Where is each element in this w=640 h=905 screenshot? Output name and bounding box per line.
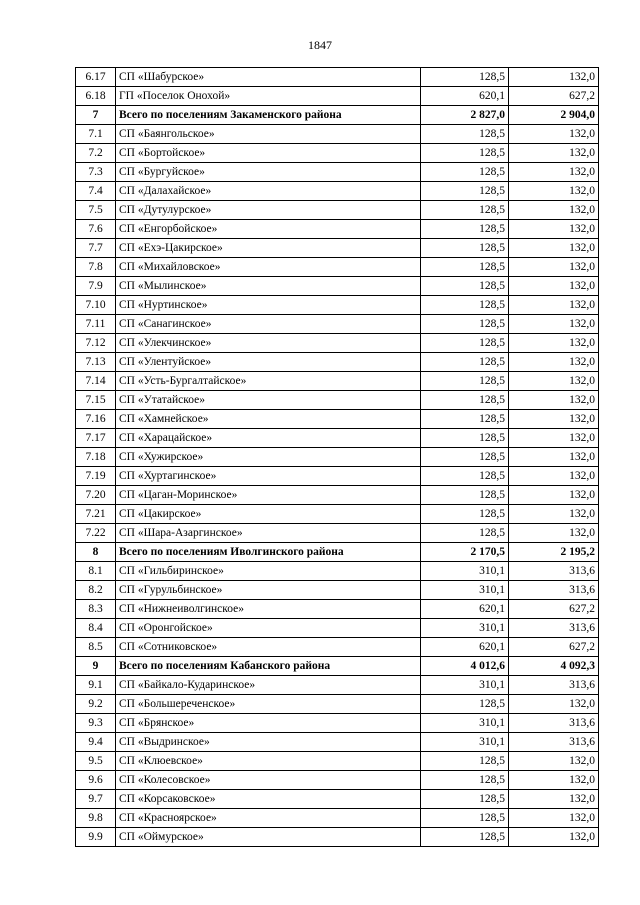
settlement-name: СП «Бургуйское» [116, 163, 421, 182]
table-row-total [76, 657, 599, 676]
value-year-2: 132,0 [509, 429, 599, 448]
table-row [76, 125, 599, 144]
value-year-2: 132,0 [509, 277, 599, 296]
value-year-1: 128,5 [421, 334, 509, 353]
value-year-1: 128,5 [421, 391, 509, 410]
table-row [76, 334, 599, 353]
value-year-1: 128,5 [421, 220, 509, 239]
value-year-2: 132,0 [509, 201, 599, 220]
table-row [76, 505, 599, 524]
row-number: 7.20 [76, 486, 116, 505]
row-number: 7.15 [76, 391, 116, 410]
value-year-2: 132,0 [509, 467, 599, 486]
value-year-1: 128,5 [421, 125, 509, 144]
value-year-2: 132,0 [509, 182, 599, 201]
settlement-name: СП «Гильбиринское» [116, 562, 421, 581]
value-year-2: 132,0 [509, 771, 599, 790]
value-year-1: 310,1 [421, 581, 509, 600]
table-row [76, 277, 599, 296]
table-body [76, 68, 599, 847]
table-row [76, 524, 599, 543]
settlement-name: СП «Корсаковское» [116, 790, 421, 809]
table-row [76, 239, 599, 258]
table-row-total [76, 543, 599, 562]
table-row [76, 391, 599, 410]
table-row [76, 372, 599, 391]
value-year-1: 128,5 [421, 201, 509, 220]
value-year-2: 132,0 [509, 828, 599, 847]
table-row [76, 182, 599, 201]
settlement-name: СП «Нижнеиволгинское» [116, 600, 421, 619]
settlement-name: ГП «Поселок Онохой» [116, 87, 421, 106]
value-year-2: 132,0 [509, 752, 599, 771]
settlement-name: СП «Красноярское» [116, 809, 421, 828]
value-year-1: 310,1 [421, 733, 509, 752]
row-number: 9.3 [76, 714, 116, 733]
settlement-name: СП «Шара-Азаргинское» [116, 524, 421, 543]
value-year-1: 128,5 [421, 505, 509, 524]
value-year-2: 313,6 [509, 619, 599, 638]
settlement-name: СП «Мылинское» [116, 277, 421, 296]
settlement-name: СП «Оймурское» [116, 828, 421, 847]
value-year-2: 2 195,2 [509, 543, 599, 562]
value-year-2: 132,0 [509, 68, 599, 87]
table-row [76, 68, 599, 87]
row-number: 8.4 [76, 619, 116, 638]
table-row [76, 296, 599, 315]
row-number: 7.10 [76, 296, 116, 315]
settlement-name: СП «Оронгойское» [116, 619, 421, 638]
value-year-1: 620,1 [421, 638, 509, 657]
settlement-name: СП «Санагинское» [116, 315, 421, 334]
row-number: 8.5 [76, 638, 116, 657]
table-row [76, 676, 599, 695]
value-year-1: 128,5 [421, 486, 509, 505]
row-number: 6.17 [76, 68, 116, 87]
value-year-1: 2 827,0 [421, 106, 509, 125]
settlement-name: СП «Брянское» [116, 714, 421, 733]
row-number: 7.22 [76, 524, 116, 543]
value-year-2: 313,6 [509, 562, 599, 581]
table-row [76, 144, 599, 163]
row-number: 7.16 [76, 410, 116, 429]
row-number: 7.13 [76, 353, 116, 372]
settlement-name: СП «Клюевское» [116, 752, 421, 771]
row-number: 8 [76, 543, 116, 562]
value-year-1: 128,5 [421, 353, 509, 372]
settlement-name: СП «Цакирское» [116, 505, 421, 524]
value-year-1: 310,1 [421, 676, 509, 695]
value-year-1: 310,1 [421, 619, 509, 638]
settlement-name: СП «Хужирское» [116, 448, 421, 467]
settlement-name: СП «Большереченское» [116, 695, 421, 714]
table-row [76, 600, 599, 619]
value-year-1: 310,1 [421, 714, 509, 733]
settlement-name: СП «Выдринское» [116, 733, 421, 752]
value-year-2: 132,0 [509, 163, 599, 182]
table-row [76, 828, 599, 847]
table-row [76, 353, 599, 372]
value-year-2: 132,0 [509, 809, 599, 828]
table-row [76, 448, 599, 467]
value-year-2: 313,6 [509, 581, 599, 600]
table-row-total [76, 106, 599, 125]
value-year-2: 132,0 [509, 695, 599, 714]
row-number: 8.3 [76, 600, 116, 619]
row-number: 9.1 [76, 676, 116, 695]
row-number: 7.8 [76, 258, 116, 277]
value-year-1: 128,5 [421, 68, 509, 87]
row-number: 9.7 [76, 790, 116, 809]
settlement-name: СП «Байкало-Кударинское» [116, 676, 421, 695]
value-year-1: 128,5 [421, 239, 509, 258]
table-row [76, 201, 599, 220]
row-number: 7.21 [76, 505, 116, 524]
value-year-2: 4 092,3 [509, 657, 599, 676]
value-year-1: 128,5 [421, 790, 509, 809]
row-number: 7.18 [76, 448, 116, 467]
row-number: 6.18 [76, 87, 116, 106]
table-row [76, 429, 599, 448]
value-year-1: 4 012,6 [421, 657, 509, 676]
settlement-name: СП «Хуртагинское» [116, 467, 421, 486]
table-row [76, 258, 599, 277]
settlement-name: СП «Бортойское» [116, 144, 421, 163]
settlement-name: СП «Далахайское» [116, 182, 421, 201]
value-year-2: 132,0 [509, 258, 599, 277]
value-year-2: 132,0 [509, 125, 599, 144]
row-number: 7 [76, 106, 116, 125]
value-year-1: 128,5 [421, 695, 509, 714]
table-row [76, 562, 599, 581]
table-row [76, 467, 599, 486]
row-number: 7.17 [76, 429, 116, 448]
value-year-1: 128,5 [421, 524, 509, 543]
row-number: 9.8 [76, 809, 116, 828]
settlement-name: СП «Утатайское» [116, 391, 421, 410]
settlement-name: СП «Хамнейское» [116, 410, 421, 429]
value-year-1: 128,5 [421, 410, 509, 429]
table-row [76, 581, 599, 600]
value-year-1: 128,5 [421, 296, 509, 315]
settlement-name: СП «Сотниковское» [116, 638, 421, 657]
value-year-1: 128,5 [421, 315, 509, 334]
value-year-2: 132,0 [509, 486, 599, 505]
settlement-name: СП «Улекчинское» [116, 334, 421, 353]
page-number: 1847 [308, 38, 332, 52]
settlement-name: Всего по поселениям Закаменского района [116, 106, 421, 125]
value-year-2: 132,0 [509, 505, 599, 524]
settlement-name: СП «Шабурское» [116, 68, 421, 87]
value-year-1: 128,5 [421, 467, 509, 486]
value-year-1: 128,5 [421, 144, 509, 163]
row-number: 9.5 [76, 752, 116, 771]
value-year-1: 128,5 [421, 448, 509, 467]
value-year-1: 128,5 [421, 828, 509, 847]
row-number: 7.19 [76, 467, 116, 486]
row-number: 8.2 [76, 581, 116, 600]
table-row [76, 752, 599, 771]
value-year-2: 313,6 [509, 714, 599, 733]
table-row [76, 638, 599, 657]
settlement-name: СП «Нуртинское» [116, 296, 421, 315]
value-year-2: 132,0 [509, 410, 599, 429]
row-number: 8.1 [76, 562, 116, 581]
value-year-1: 128,5 [421, 752, 509, 771]
settlement-name: СП «Михайловское» [116, 258, 421, 277]
row-number: 9.9 [76, 828, 116, 847]
table-row [76, 714, 599, 733]
settlement-name: СП «Цаган-Моринское» [116, 486, 421, 505]
value-year-2: 313,6 [509, 733, 599, 752]
value-year-2: 132,0 [509, 448, 599, 467]
row-number: 9 [76, 657, 116, 676]
table-row [76, 619, 599, 638]
value-year-1: 620,1 [421, 600, 509, 619]
settlement-name: СП «Ехэ-Цакирское» [116, 239, 421, 258]
value-year-1: 128,5 [421, 429, 509, 448]
row-number: 7.4 [76, 182, 116, 201]
value-year-1: 128,5 [421, 163, 509, 182]
value-year-2: 132,0 [509, 296, 599, 315]
value-year-2: 313,6 [509, 676, 599, 695]
value-year-1: 128,5 [421, 182, 509, 201]
settlement-name: Всего по поселениям Кабанского района [116, 657, 421, 676]
settlement-name: Всего по поселениям Иволгинского района [116, 543, 421, 562]
value-year-2: 132,0 [509, 353, 599, 372]
value-year-2: 132,0 [509, 790, 599, 809]
row-number: 7.5 [76, 201, 116, 220]
value-year-2: 627,2 [509, 600, 599, 619]
value-year-2: 132,0 [509, 239, 599, 258]
row-number: 7.3 [76, 163, 116, 182]
row-number: 7.9 [76, 277, 116, 296]
settlement-name: СП «Енгорбойское» [116, 220, 421, 239]
row-number: 7.11 [76, 315, 116, 334]
value-year-1: 2 170,5 [421, 543, 509, 562]
value-year-2: 132,0 [509, 372, 599, 391]
table-row [76, 809, 599, 828]
row-number: 7.1 [76, 125, 116, 144]
value-year-1: 128,5 [421, 277, 509, 296]
settlement-name: СП «Баянгольское» [116, 125, 421, 144]
value-year-2: 132,0 [509, 334, 599, 353]
value-year-2: 627,2 [509, 87, 599, 106]
table-row [76, 695, 599, 714]
value-year-1: 128,5 [421, 372, 509, 391]
value-year-1: 620,1 [421, 87, 509, 106]
value-year-2: 132,0 [509, 315, 599, 334]
row-number: 7.7 [76, 239, 116, 258]
value-year-2: 132,0 [509, 524, 599, 543]
value-year-1: 310,1 [421, 562, 509, 581]
table-row [76, 163, 599, 182]
table-row [76, 220, 599, 239]
settlement-name: СП «Гурульбинское» [116, 581, 421, 600]
settlement-name: СП «Дутулурское» [116, 201, 421, 220]
value-year-2: 132,0 [509, 391, 599, 410]
settlement-name: СП «Улентуйское» [116, 353, 421, 372]
row-number: 9.2 [76, 695, 116, 714]
value-year-2: 627,2 [509, 638, 599, 657]
row-number: 7.2 [76, 144, 116, 163]
value-year-2: 132,0 [509, 144, 599, 163]
table-row [76, 315, 599, 334]
settlement-name: СП «Усть-Бургалтайское» [116, 372, 421, 391]
settlement-name: СП «Колесовское» [116, 771, 421, 790]
row-number: 9.4 [76, 733, 116, 752]
table-row [76, 486, 599, 505]
table-row [76, 771, 599, 790]
settlements-table [75, 67, 599, 847]
row-number: 7.14 [76, 372, 116, 391]
value-year-1: 128,5 [421, 809, 509, 828]
table-row [76, 87, 599, 106]
table-row [76, 410, 599, 429]
row-number: 7.12 [76, 334, 116, 353]
value-year-1: 128,5 [421, 771, 509, 790]
value-year-2: 2 904,0 [509, 106, 599, 125]
value-year-2: 132,0 [509, 220, 599, 239]
table-row [76, 790, 599, 809]
row-number: 7.6 [76, 220, 116, 239]
row-number: 9.6 [76, 771, 116, 790]
value-year-1: 128,5 [421, 258, 509, 277]
table-row [76, 733, 599, 752]
settlement-name: СП «Харацайское» [116, 429, 421, 448]
